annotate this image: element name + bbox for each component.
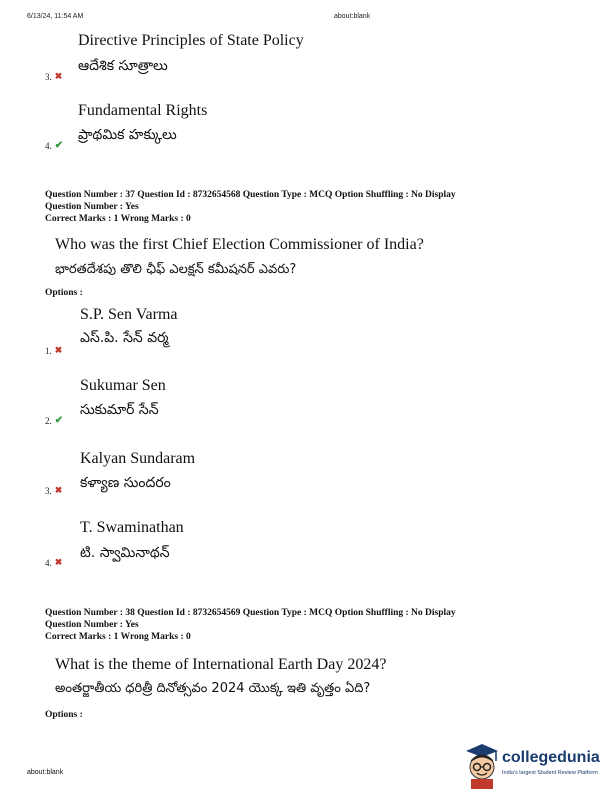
collegedunia-logo bbox=[462, 741, 612, 789]
prev-option-4-number: 4. ✔ bbox=[45, 140, 64, 151]
q37-option-4-telugu: టి. స్వామినాథన్ bbox=[80, 545, 170, 561]
wrong-icon: ✖ bbox=[54, 71, 63, 81]
q37-option-1-number: 1. ✖ bbox=[45, 345, 63, 356]
wrong-icon: ✖ bbox=[54, 485, 63, 495]
q37-option-2-number: 2. ✔ bbox=[45, 415, 64, 426]
q37-option-3-english: Kalyan Sundaram bbox=[80, 450, 196, 467]
q37-question-english: Who was the first Chief Election Commissioner of India? bbox=[55, 236, 424, 253]
q37-option-3-telugu: కళ్యాణ సుందరం bbox=[80, 475, 171, 491]
mascot-icon bbox=[462, 741, 502, 789]
q37-meta: Question Number : 37 Question Id : 8732654568 Question Type : MCQ Option Shuffling : No Display Question Number : Yes Correct Marks : 1 Wrong Marks : 0 bbox=[45, 190, 456, 224]
check-icon: ✔ bbox=[54, 140, 64, 151]
logo-tagline: India's largest Student Review Platform bbox=[502, 770, 598, 776]
q38-options-label: Options : bbox=[45, 710, 83, 720]
q38-question-telugu: అంతర్జాతీయ ధరిత్రీ దినోత్సవం 2024 యొక్క ఇతి వృత్తం ఏది? bbox=[55, 681, 371, 696]
prev-option-4-english: Fundamental Rights bbox=[78, 102, 208, 119]
q38-meta: Question Number : 38 Question Id : 8732654569 Question Type : MCQ Option Shuffling : No Display Question Number : Yes Correct Marks : 1 Wrong Marks : 0 bbox=[45, 608, 456, 642]
prev-option-4-telugu: ప్రాథమిక హక్కులు bbox=[78, 127, 177, 143]
q37-option-2-english: Sukumar Sen bbox=[80, 377, 166, 394]
wrong-icon: ✖ bbox=[54, 345, 63, 355]
q37-question-telugu: భారతదేశపు తొలి ఛీఫ్ ఎలక్షన్ కమీషనర్ ఎవరు? bbox=[55, 262, 297, 277]
q37-option-4-english: T. Swaminathan bbox=[80, 519, 184, 536]
prev-option-3-number: 3. ✖ bbox=[45, 71, 63, 82]
prev-option-3-english: Directive Principles of State Policy bbox=[78, 32, 304, 49]
q37-option-4-number: 4. ✖ bbox=[45, 557, 63, 568]
logo-wordmark: collegedunia bbox=[502, 749, 600, 766]
print-timestamp: 6/13/24, 11:54 AM bbox=[27, 13, 84, 20]
check-icon: ✔ bbox=[54, 415, 64, 426]
footer-url: about:blank bbox=[27, 769, 64, 776]
q37-options-label: Options : bbox=[45, 288, 83, 298]
q37-option-2-telugu: సుకుమార్ సేన్ bbox=[80, 402, 159, 418]
prev-option-3-telugu: ఆదేశిక సూత్రాలు bbox=[78, 58, 168, 74]
q37-option-1-english: S.P. Sen Varma bbox=[80, 306, 178, 323]
q38-question-english: What is the theme of International Earth Day 2024? bbox=[55, 656, 387, 673]
wrong-icon: ✖ bbox=[54, 557, 63, 567]
q37-option-1-telugu: ఎస్.పి. సేన్ వర్మ bbox=[80, 330, 169, 346]
print-url: about:blank bbox=[334, 13, 371, 20]
q37-option-3-number: 3. ✖ bbox=[45, 485, 63, 496]
